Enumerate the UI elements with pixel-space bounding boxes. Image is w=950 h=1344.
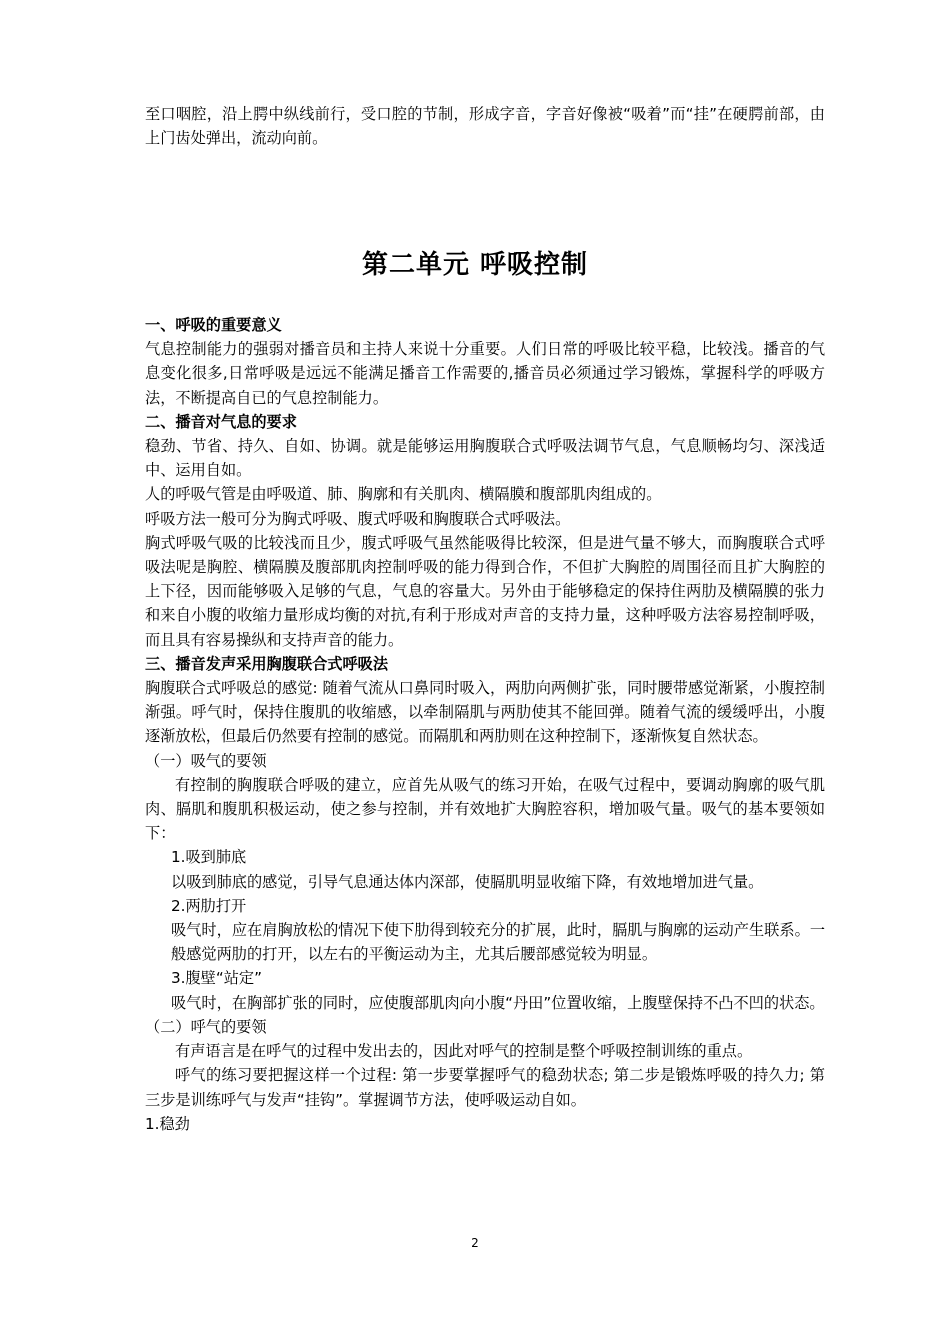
paragraph: 有控制的胸腹联合呼吸的建立，应首先从吸气的练习开始，在吸气过程中，要调动胸廓的吸气肌肉、膈肌和腹肌积极运动，使之参与控制，并有效地扩大胸腔容积，增加吸气量。吸气的基本要领如下： xyxy=(145,775,825,843)
list-item-label: 1.稳劲 xyxy=(145,1114,190,1133)
subsection-label-exhale: （二）呼气的要领 xyxy=(145,1017,267,1036)
page-number: 2 xyxy=(471,1236,479,1250)
paragraph: 呼气的练习要把握这样一个过程: 第一步要掌握呼气的稳劲状态; 第二步是锻炼呼吸的持久力; 第三步是训练呼气与发声“挂钩”。掌握调节方法，使呼吸运动自如。 xyxy=(145,1066,825,1109)
list-item-text: 吸气时，应在肩胸放松的情况下使下肋得到较充分的扩展，此时，膈肌与胸廓的运动产生联系。一般感觉两肋的打开，以左右的平衡运动为主，尤其后腰部感觉较为明显。 xyxy=(171,921,825,964)
list-item-text: 以吸到肺底的感觉，引导气息通达体内深部，使膈肌明显收缩下降，有效地增加进气量。 xyxy=(171,872,764,891)
list-item-label: 1.吸到肺底 xyxy=(171,848,247,867)
paragraph: 胸腹联合式呼吸总的感觉: 随着气流从口鼻同时吸入，两肋向两侧扩张，同时腰带感觉渐紧，小腹控制渐强。呼气时，保持住腹肌的收缩感，以牵制隔肌与两肋使其不能回弹。随着气流的缓缓呼出，小腹逐渐放松，但最后仍然要有控制的感觉。而隔肌和两肋则在这种控制下，逐渐恢复自然状态。 xyxy=(145,679,825,746)
paragraph: 稳劲、节省、持久、自如、协调。就是能够运用胸腹联合式呼吸法调节气息，气息顺畅均匀、深浅适中、运用自如。 xyxy=(145,437,825,480)
paragraph: 气息控制能力的强弱对播音员和主持人来说十分重要。人们日常的呼吸比较平稳，比较浅。播音的气息变化很多,日常呼吸是远远不能满足播音工作需要的,播音员必须通过学习锻炼，掌握科学的呼吸方法，不断提高自已的气息控制能力。 xyxy=(145,340,825,407)
unit-title: 第二单元 呼吸控制 xyxy=(361,250,589,280)
list-item-text: 吸气时，在胸部扩张的同时，应使腹部肌肉向小腹“丹田”位置收缩，上腹壁保持不凸不凹的状态。 xyxy=(171,993,825,1012)
list-item-label: 3.腹壁“站定” xyxy=(171,969,262,988)
section-heading: 二、播音对气息的要求 xyxy=(145,412,297,431)
paragraph: 人的呼吸气管是由呼吸道、肺、胸廓和有关肌肉、横隔膜和腹部肌肉组成的。 xyxy=(145,485,662,504)
paragraph: 胸式呼吸气吸的比较浅而且少，腹式呼吸气虽然能吸得比较深，但是进气量不够大，而胸腹联合式呼吸法呢是胸腔、横隔膜及腹部肌肉控制呼吸的能力得到合作，不但扩大胸腔的周围径而且扩大胸腔的上下径，因而能够吸入足够的气息，气息的容量大。另外由于能够稳定的保持住两肋及横隔膜的张力和来自小腹的收缩力量形成均衡的对抗,有利于形成对声音的支持力量，这种呼吸方法容易控制呼吸，而且具有容易操纵和支持声音的能力。 xyxy=(145,533,825,649)
section-heading: 一、呼吸的重要意义 xyxy=(145,316,282,334)
section-heading: 三、播音发声采用胸腹联合式呼吸法 xyxy=(145,654,388,673)
document-body xyxy=(145,313,825,1136)
intro-paragraph: 至口咽腔，沿上腭中纵线前行，受口腔的节制，形成字音，字音好像被“吸着”而“挂”在硬腭前部，由上门齿处弹出，流动向前。 xyxy=(145,105,825,148)
paragraph: 有声语言是在呼气的过程中发出去的，因此对呼气的控制是整个呼吸控制训练的重点。 xyxy=(175,1042,753,1061)
list-item-label: 2.两肋打开 xyxy=(171,896,247,915)
subsection-label-inhale: （一）吸气的要领 xyxy=(145,751,267,770)
intro-paragraph-block xyxy=(145,102,825,150)
paragraph: 呼吸方法一般可分为胸式呼吸、腹式呼吸和胸腹联合式呼吸法。 xyxy=(145,509,571,528)
